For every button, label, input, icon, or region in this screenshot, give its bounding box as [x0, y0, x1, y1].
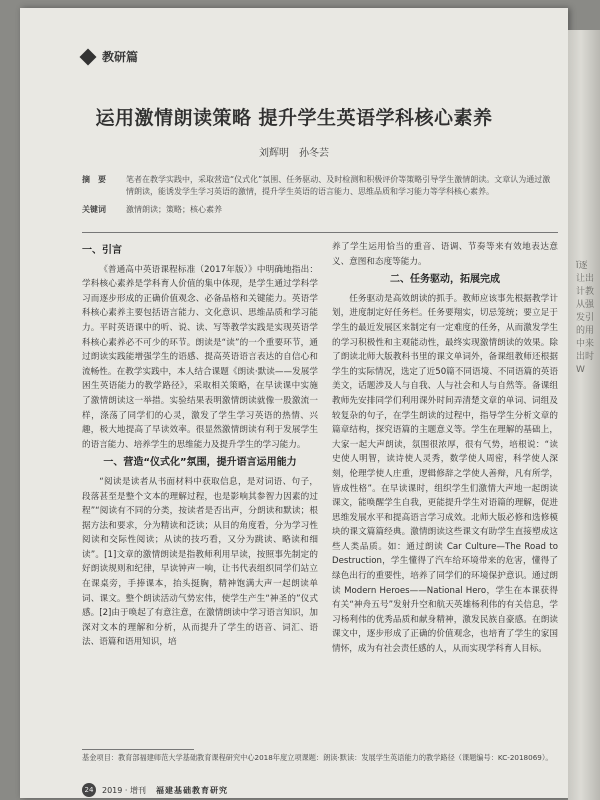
journal-name: 福建基础教育研究 [156, 784, 228, 795]
right-column [332, 240, 558, 657]
keywords [82, 204, 552, 216]
abstract [82, 174, 552, 198]
issue-label: 2019 · 增刊 [102, 785, 146, 795]
adjacent-page-text: ǐ逐让出计教从强发引的用中来出时W [576, 261, 595, 375]
abstract-label: 摘 要 [82, 175, 106, 184]
heading-section-2: 二、任务驱动，拓展完成 [390, 274, 500, 286]
heading-introduction: 一、引言 [82, 245, 122, 256]
authors: 刘辉明 孙冬芸 [259, 148, 329, 159]
diamond-icon [80, 48, 97, 65]
footnote-rule [82, 749, 194, 750]
paragraph: 《普通高中英语课程标准（2017年版）》中明确地指出：学科核心素养是学科育人价值的集中体现，是学生通过学科学习而逐步形成的正确价值观念、必备品格和关键能力。英语学科核心素养主要包括语言能力、文化意识、思维品质和学习能力。平时英语课中的听、说、读、写等教学实践是实现英语学科核心素养必不可少的环节。朗读是“读”的一个重要环节，通过朗读实践能增强学生的语感、提高英语语言表达的自信心和流畅性。在教学实践中，本人结合课题《朗读·默读——发展学困生英语能力的教学路径》，采取相关策略，在早读课中实施了激情朗读这一举措。实验结果表明激情朗读就像一股激流一样，涤荡了同学们的心灵，激发了学生学习英语的热情、兴趣，极大地提高了早读效率。很显然激情朗读有利于发展学生的语言能力、培养学生的思维能力及提升学生的学习能力。 [82, 264, 318, 450]
adjacent-page-edge [568, 30, 600, 800]
article-title: 运用激情朗读策略 提升学生英语学科核心素养 [95, 107, 493, 129]
keywords-text: 激情朗读；策略；核心素养 [126, 205, 222, 214]
footnote: 基金项目：教育部福建师范大学基础教育课程研究中心2018年度立项课题：朗读·默读：发展学生英语能力的教学路径（课题编号：KC-2018069）。 [82, 753, 553, 762]
section-tag [82, 48, 138, 65]
page-number: 24 [82, 783, 96, 797]
book-page [20, 8, 568, 798]
left-column [82, 240, 318, 650]
keywords-label: 关键词 [82, 205, 106, 214]
section-tag-label: 教研篇 [102, 50, 139, 64]
page-footer [82, 783, 228, 797]
heading-section-1: 一、营造“仪式化”氛围，提升语言运用能力 [103, 457, 297, 469]
paragraph: 任务驱动是高效朗读的抓手。教师应该事先根据教学计划，进度制定好任务栏。任务要翔实，切忌笼统；要立足于学生的最近发展区来制定有一定难度的任务，从而激发学生的学习积极性和主观能动性，最终实现激情朗读的效果。除了朗读北师大版教科书里的课文单词外，备课组教师还根据学生的实际情况，选定了近50篇不同语境、不同语篇的英语美文，话题涉及人与自我、人与社会和人与自然等。备课组教师先安排同学们利用课外时间弄清楚文章的单词、词组及较复杂的句子，在学生朗读的过程中，指导学生分析文章的篇章结构，探究语篇的主题意义等。学生在理解的基础上，大家一起大声朗读，氛围很浓厚，很有气势，培根说：“读史使人明智，读诗使人灵秀，数学使人周密，科学使人深刻，伦理学使人庄重，逻辑修辞之学使人善辩，凡有所学，皆成性格”。在早读课时，组织学生们激情大声地一起朗读课文，能唤醒学生自我，更能提升学生对语篇的理解，促进思维发展水平和提高语言学习成效。北师大版必修和选修模块的课文篇篇经典。激情朗读这些课文有助学生直接塑成这些人类品质。如：通过朗读 Car Culture—The Road to Destruction，学生懂得了汽车给环境带来的危害，懂得了绿色出行的重要性，培养了同学们的环境保护意识。通过朗读 Modern Heroes——National Hero，学生在本课获得有关“神舟五号”发射升空和航天英雄杨利伟的有关信息，学习杨利伟的优秀品质和献身精神，激发民族自豪感。在朗读课文中，逐步形成了正确的价值观念，也培育了学生的家国情怀，成为有社会责任感的人，从而实现学科育人目标。 [332, 293, 558, 655]
paragraph: “阅读是读者从书面材料中获取信息，是对词语、句子，段落甚至是整个文本的理解过程，也是影响其参智力因素的过程”“阅读有不同的分类，按读者是否出声，分朗读和默读；根据方法和要求，分为精读和泛读；从目的角度看，分为学习性阅读和交际性阅读；从读的技巧看，又分为跳读、略读和细读”。[1]文章的激情朗读是指教师利用早读，按照事先制定的好朗读规则和纪律，早读钟声一响，让书代表组织同学们站立在课桌旁，手捧课本，抬头挺胸，精神饱满大声一起朗读单词、课文。整个朗读活动气势宏伟，使学生产生“神圣的”仪式感。[2]由于唤起了有意注意，在激情朗读中学习语言知识，加深对文本的理解和分析，从而提升了学生的语音、词汇、语法、语篇和语用知识，培 [82, 476, 318, 648]
abstract-text: 笔者在教学实践中，采取营造“仪式化”氛围、任务驱动、及时检测和积极评价等策略引导学生激情朗读。文章认为通过激情朗读，能诱发学生学习英语的激情，提升学生英语的语言能力、思维品质和学习能力等学科核心素养。 [126, 175, 551, 196]
paragraph: 养了学生运用恰当的重音、语调、节奏等来有效地表达意义、意图和态度等能力。 [332, 242, 558, 267]
header-rule [82, 232, 558, 233]
